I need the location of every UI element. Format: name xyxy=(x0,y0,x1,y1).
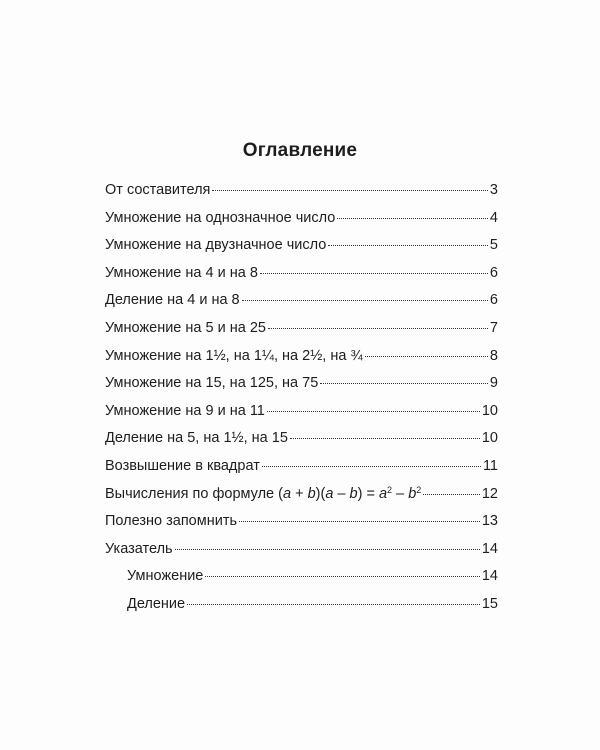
toc-entry-label xyxy=(105,486,421,502)
toc-entry-label: Умножение на 15, на 125, на 75 xyxy=(105,375,319,392)
formula-op: )( xyxy=(315,485,326,502)
toc-entry-label: От составителя xyxy=(105,182,211,198)
dot-leader xyxy=(337,218,488,219)
toc-subentry[interactable] xyxy=(105,596,498,624)
toc-entry-page: 7 xyxy=(489,319,498,336)
toc-entry-page: 12 xyxy=(481,485,498,502)
formula-prefix: Вычисления по формуле ( xyxy=(105,485,283,502)
dot-leader xyxy=(205,576,479,577)
toc-entry[interactable] xyxy=(105,265,498,293)
dot-leader xyxy=(262,466,481,467)
toc-entry-label: Деление на 5, на 1½, на 15 xyxy=(105,430,288,447)
formula-var-a: a xyxy=(325,485,334,502)
toc-entry-page: 6 xyxy=(489,264,498,281)
dot-leader xyxy=(175,549,480,550)
dot-leader xyxy=(187,604,480,605)
toc-entry-page: 15 xyxy=(481,595,498,612)
toc-entry-page: 11 xyxy=(482,457,498,474)
formula-op: ) = xyxy=(357,485,379,502)
toc-entry-label: Умножение xyxy=(127,568,204,585)
formula-op: – xyxy=(333,485,350,502)
dot-leader xyxy=(423,494,480,495)
toc-subentry[interactable] xyxy=(105,568,498,596)
toc-entry-page: 8 xyxy=(489,347,498,364)
toc-entry-formula[interactable] xyxy=(105,486,498,514)
toc-entry-label: Умножение на однозначное число xyxy=(105,209,336,226)
toc-entry[interactable] xyxy=(105,513,498,541)
toc-entry-page: 4 xyxy=(489,209,498,226)
toc-entry[interactable] xyxy=(105,348,498,376)
toc-entry-page: 6 xyxy=(489,292,498,309)
toc-entry[interactable] xyxy=(105,430,498,458)
formula-exponent: 2 xyxy=(416,484,422,495)
toc-entry-label: Умножение на двузначное число xyxy=(105,237,327,254)
toc-entry-label: Умножение на 5 и на 25 xyxy=(105,319,266,336)
dot-leader xyxy=(260,273,488,274)
formula-var-b: b xyxy=(408,485,417,502)
toc-entry-page: 13 xyxy=(481,513,498,530)
formula-var-a: a xyxy=(378,485,388,502)
toc-entry[interactable] xyxy=(105,237,498,265)
formula-exponent: 2 xyxy=(387,484,393,495)
toc-entry-page: 3 xyxy=(489,182,498,198)
toc-entry[interactable] xyxy=(105,292,498,320)
formula-var-b: b xyxy=(307,485,316,502)
toc-entry-page: 5 xyxy=(489,237,498,254)
toc-entry-page: 9 xyxy=(489,375,498,392)
formula-var-b: b xyxy=(349,485,358,502)
toc-entry-label: Возвышение в квадрат xyxy=(105,457,260,474)
toc-entry[interactable] xyxy=(105,320,498,348)
toc-entry-label: Полезно запомнить xyxy=(105,513,238,530)
dot-leader xyxy=(268,328,488,329)
formula-op: – xyxy=(392,485,409,502)
dot-leader xyxy=(328,245,488,246)
formula-op: + xyxy=(291,485,308,502)
toc-entry-page: 14 xyxy=(481,540,498,557)
formula-var-a: a xyxy=(282,485,292,502)
page-title: Оглавление xyxy=(242,140,358,161)
toc-entry-label: Умножение на 1½, на 1¼, на 2½, на ¾ xyxy=(105,347,363,364)
toc-entry[interactable] xyxy=(105,458,498,486)
toc-entry[interactable] xyxy=(105,403,498,431)
toc-entry[interactable] xyxy=(105,375,498,403)
toc-entry[interactable] xyxy=(105,541,498,569)
dot-leader xyxy=(242,300,488,301)
dot-leader xyxy=(239,521,480,522)
dot-leader xyxy=(267,411,480,412)
dot-leader xyxy=(365,356,488,357)
toc-entry-page: 14 xyxy=(481,568,498,585)
toc-entry-label: Деление xyxy=(127,595,186,612)
dot-leader xyxy=(212,190,488,191)
dot-leader xyxy=(320,383,488,384)
toc-entry-label: Деление на 4 и на 8 xyxy=(105,292,240,309)
toc-entry[interactable] xyxy=(105,210,498,238)
table-of-contents xyxy=(105,182,498,624)
toc-entry-label: Указатель xyxy=(105,540,173,557)
toc-entry-page: 10 xyxy=(481,430,498,447)
dot-leader xyxy=(290,438,480,439)
toc-entry-label: Умножение на 4 и на 8 xyxy=(105,264,258,281)
toc-entry-page: 10 xyxy=(481,402,498,419)
toc-entry[interactable] xyxy=(105,182,498,210)
toc-entry-label: Умножение на 9 и на 11 xyxy=(105,402,265,419)
